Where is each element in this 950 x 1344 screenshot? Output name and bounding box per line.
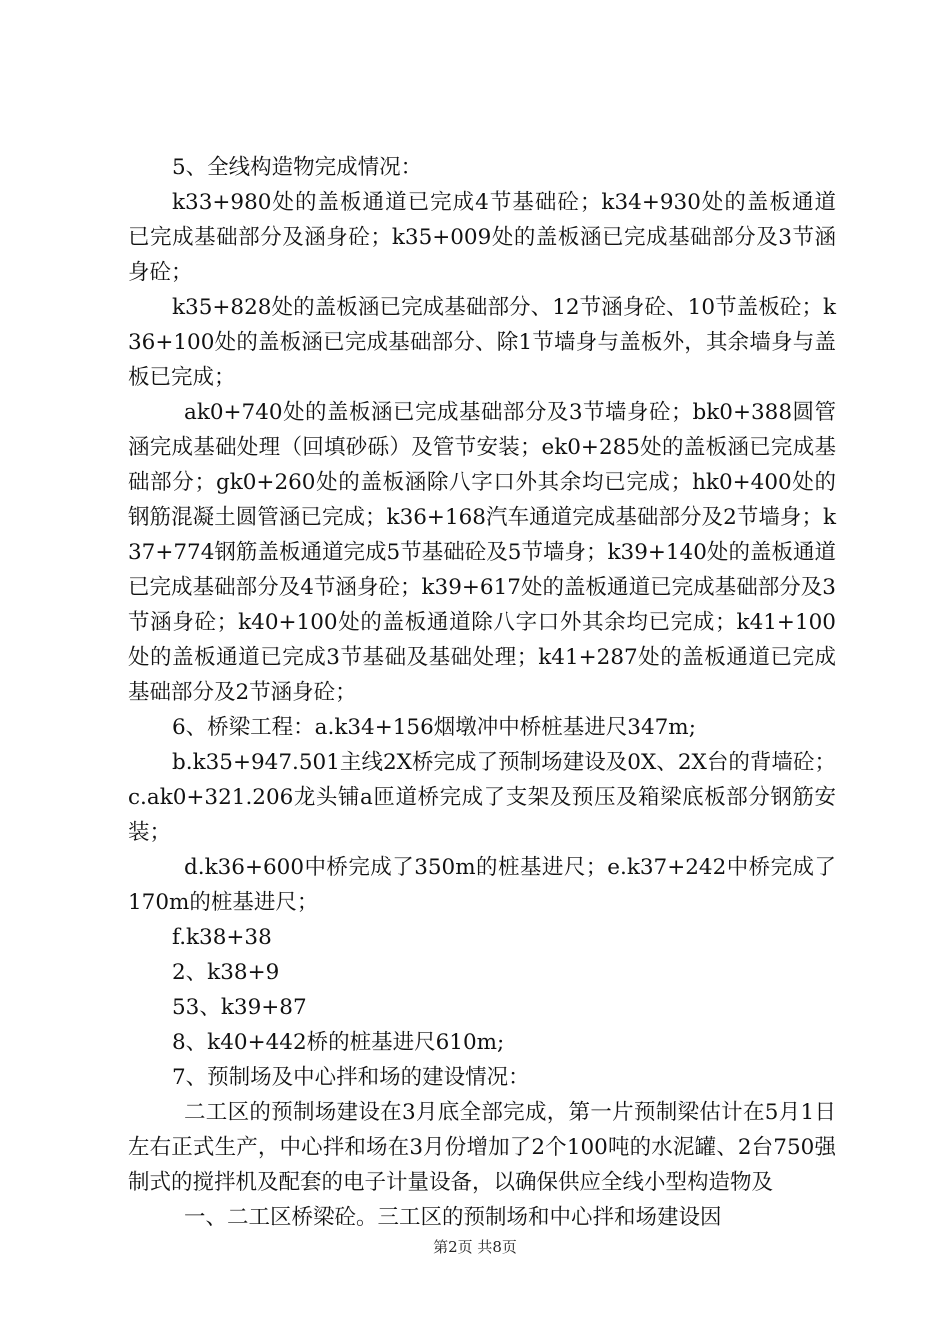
page-number-footer: 第2页 共8页 [433,1238,517,1256]
section-heading-precast-yard: 7、预制场及中心拌和场的建设情况： [172,1065,530,1090]
paragraph-bridges-53: 53、k39+87 [172,995,307,1020]
section-heading-structures: 5、全线构造物完成情况： [172,155,423,180]
section-heading-bridges: 6、桥梁工程：a.k34+156烟墩冲中桥桩基进尺347m; [172,715,696,740]
paragraph-bridges-2nd: 2、k38+9 [172,960,280,985]
paragraph-culverts-3: ak0+740处的盖板涵已完成基础部分及3节墙身砼；bk0+388圆管涵完成基础处理（回填砂砾）及管节安装；ek0+285处的盖板涵已完成基础部分；gk0+260处的盖板涵除八字口外其余均已完成；hk0+400处的钢筋混凝土圆管涵已完成；k36+168汽车通道完成基础部分及2节墙身；k37+774钢筋盖板通道完成5节基础砼及5节墙身；k39+140处的盖板通道已完成基础部分及4节涵身砼；k39+617处的盖板通道已完成基础部分及3节涵身砼；k40+100处的盖板通道除八字口外其余均已完成；k41+100处的盖板通道已完成3节基础及基础处理；k41+287处的盖板通道已完成基础部分及2节涵身砼； [128,400,836,705]
paragraph-bridges-2: d.k36+600中桥完成了350m的桩基进尺；e.k37+242中桥完成了170m的桩基进尺； [128,855,836,915]
paragraph-bridges-1: b.k35+947.501主线2X桥完成了预制场建设及0X、2X台的背墙砼；c.ak0+321.206龙头铺a匝道桥完成了支架及预压及箱梁底板部分钢筋安装； [128,750,836,845]
document-body [128,150,836,1235]
paragraph-precast-yard: 二工区的预制场建设在3月底全部完成，第一片预制梁估计在5月1日左右正式生产，中心拌和场在3月份增加了2个100吨的水泥罐、2台750强制式的搅拌机及配套的电子计量设备，以确保供应全线小型构造物及 [128,1100,836,1195]
paragraph-culverts-2: k35+828处的盖板涵已完成基础部分、12节涵身砼、10节盖板砼；k36+100处的盖板涵已完成基础部分、除1节墙身与盖板外，其余墙身与盖板已完成； [128,295,836,390]
paragraph-bridges-8: 8、k40+442桥的桩基进尺610m; [172,1030,505,1055]
paragraph-precast-yard-cont: 一、二工区桥梁砼。三工区的预制场和中心拌和场建设因 [184,1205,722,1230]
paragraph-culverts-1: k33+980处的盖板通道已完成4节基础砼；k34+930处的盖板通道已完成基础部分及涵身砼；k35+009处的盖板涵已完成基础部分及3节涵身砼； [128,190,836,285]
paragraph-bridges-f: f.k38+38 [172,925,272,950]
